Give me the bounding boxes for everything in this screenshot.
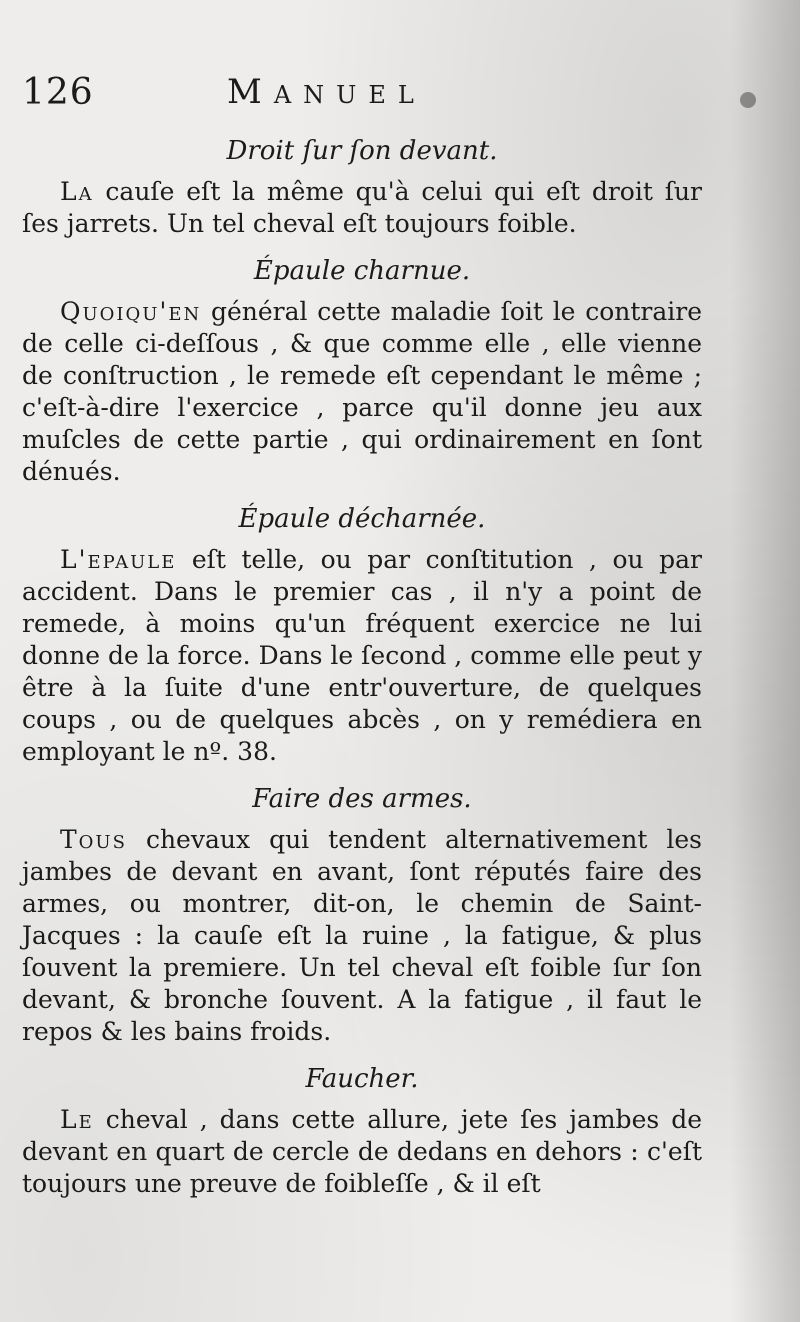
section-title: Faire des armes. [252,784,472,814]
section-paragraph [22,176,702,240]
page-header [22,72,722,122]
text-block [22,130,702,1214]
section-title: Épaule charnue. [253,256,471,286]
section-faire-des-armes [22,782,702,1048]
section-paragraph [22,296,702,488]
paragraph-text: général cette maladie ſoit le contraire de celle ci-deſſous , & que comme elle , elle vienne de conſtruction , le remede eſt cependant le même ; c'eſt-à-dire l'exercice , parce qu'il donne jeu aux muſcles de cette partie , qui ordinairement en ſont dénués. [22,297,702,486]
paragraph-text: chevaux qui tendent alternativement les jambes de devant en avant, ſont réputés faire des armes, ou montrer, dit-on, le chemin de Saint-Jacques : la cauſe eſt la ruine , la fatigue, & plus ſouvent la premiere. Un tel cheval eſt foible ſur ſon devant, & bronche ſouvent. A la fatigue , il faut le repos & les bains froids. [22,825,702,1046]
lead-word: Tous [60,825,127,854]
section-title: Droit ſur ſon devant. [226,136,498,166]
section-epaule-decharnee [22,502,702,768]
running-head: Manuel [227,72,426,112]
section-paragraph [22,1104,702,1200]
page-gutter-shadow [730,0,800,1322]
paragraph-text: cauſe eſt la même qu'à celui qui eſt droit ſur ſes jarrets. Un tel cheval eſt toujours foible. [22,177,702,238]
section-paragraph [22,544,702,768]
section-paragraph [22,824,702,1048]
lead-word: La [60,177,94,206]
page-number: 126 [22,72,94,113]
lead-word: Le [60,1105,94,1134]
section-droit-sur-son-devant [22,134,702,240]
section-title: Épaule décharnée. [238,504,486,534]
lead-word: Quoiqu'en [60,297,202,326]
paragraph-text: eſt telle, ou par conſtitution , ou par accident. Dans le premier cas , il n'y a point de remede, à moins qu'un fréquent exercice ne lui donne de la force. Dans le ſecond , comme elle peut y être à la ſuite d'une entr'ouverture, de quelques coups , ou de quelques abcès , on y remédiera en employant le nº. 38. [22,545,702,766]
section-epaule-charnue [22,254,702,488]
ink-blot [740,92,756,108]
paragraph-text: cheval , dans cette allure, jete ſes jambes de devant en quart de cercle de dedans en dehors : c'eſt toujours une preuve de foibleſſe , & il eſt [22,1105,702,1198]
section-faucher [22,1062,702,1200]
section-title: Faucher. [305,1064,419,1094]
lead-word: L'epaule [60,545,177,574]
